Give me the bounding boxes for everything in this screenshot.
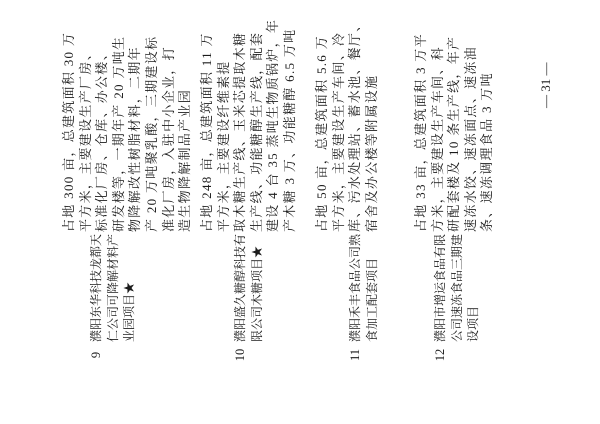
row-number: 9 bbox=[89, 351, 103, 359]
description-line: 生产线、功能糖醇生产线，配套 bbox=[248, 31, 264, 232]
description-line: 标准化厂房、仓库、办公楼、 bbox=[94, 46, 110, 232]
description-line: 占地 33 亩，总建筑面积 3 万平 bbox=[413, 33, 428, 232]
project-name-line: 濮阳禾丰食品公司熟 bbox=[348, 233, 362, 342]
project-name-line: 濮阳东华科技龙都天 bbox=[89, 233, 103, 342]
project-name bbox=[88, 232, 138, 342]
description-line: 宿舍及办公楼等附属设施 bbox=[363, 74, 379, 232]
description-line: 研发楼等，一期年产 20 万吨生 bbox=[110, 35, 126, 232]
description-line: 占地 50 亩，总建筑面积 5.6 万 bbox=[314, 35, 329, 232]
project-description bbox=[61, 4, 194, 232]
description-line: 库、污水处理站、蓄水池、餐厅、 bbox=[347, 17, 363, 232]
project-name-line: 濮阳市增运食品有限 bbox=[433, 233, 447, 342]
project-name-line: 仁公司可降解材料产 bbox=[105, 233, 120, 342]
project-name-line: 公司速冻食品三期建 bbox=[449, 233, 464, 342]
description-line: 建设 4 台 35 蒸吨生物质锅炉，年 bbox=[265, 18, 281, 232]
description-line: 平方米，主要建设生产厂房、 bbox=[77, 46, 93, 232]
project-name-line: 限公司木糖项目★ bbox=[249, 245, 264, 342]
project-description bbox=[413, 4, 496, 232]
description-line: 造生物降解制品产业园 bbox=[177, 88, 193, 232]
project-name bbox=[232, 232, 265, 342]
description-line: 产木糖 3 万、功能糖醇 6.5 万吨 bbox=[281, 28, 297, 232]
project-name-line: 濮阳盛久糖醇科技有 bbox=[233, 233, 247, 342]
description-line: 速冻水饺、速冻面点、速冻油 bbox=[462, 46, 478, 232]
description-line: 准化厂房，入驻中小企业，打 bbox=[160, 46, 176, 232]
page-number: — 31 — bbox=[538, 62, 553, 108]
project-name-line: 食加工配套项目 bbox=[364, 257, 379, 342]
project-name bbox=[432, 232, 482, 342]
row-number: 11 bbox=[348, 348, 362, 362]
description-line: 平方米，主要建设生产车间、冷 bbox=[330, 31, 346, 232]
description-line: 条、速冻调理食品 3 万吨 bbox=[479, 72, 495, 232]
project-description bbox=[314, 4, 380, 232]
project-description bbox=[199, 4, 299, 232]
row-number: 12 bbox=[433, 348, 447, 362]
description-line: 占地 248 亩，总建筑面积 11 万 bbox=[199, 32, 214, 232]
row-number: 10 bbox=[233, 348, 247, 362]
project-name bbox=[347, 232, 380, 342]
description-line: 平方米，主要建设纤维素提 bbox=[215, 60, 231, 232]
description-line: 方米，主要建设生产车间、科 bbox=[429, 46, 445, 232]
description-line: 占地 300 亩，总建筑面积 30 万 bbox=[61, 31, 76, 232]
description-line: 研配套楼及 10 条生产线，年产 bbox=[446, 35, 462, 232]
project-name-line: 业园项目★ bbox=[122, 281, 136, 342]
description-line: 产 20 万吨聚乳酸，三期建设标 bbox=[143, 35, 159, 232]
description-line: 物降解改性树脂材料，二期年 bbox=[127, 46, 143, 232]
description-line: 取木糖生产线、玉米芯提取木糖 bbox=[232, 31, 248, 232]
project-name-line: 设项目 bbox=[466, 305, 480, 342]
